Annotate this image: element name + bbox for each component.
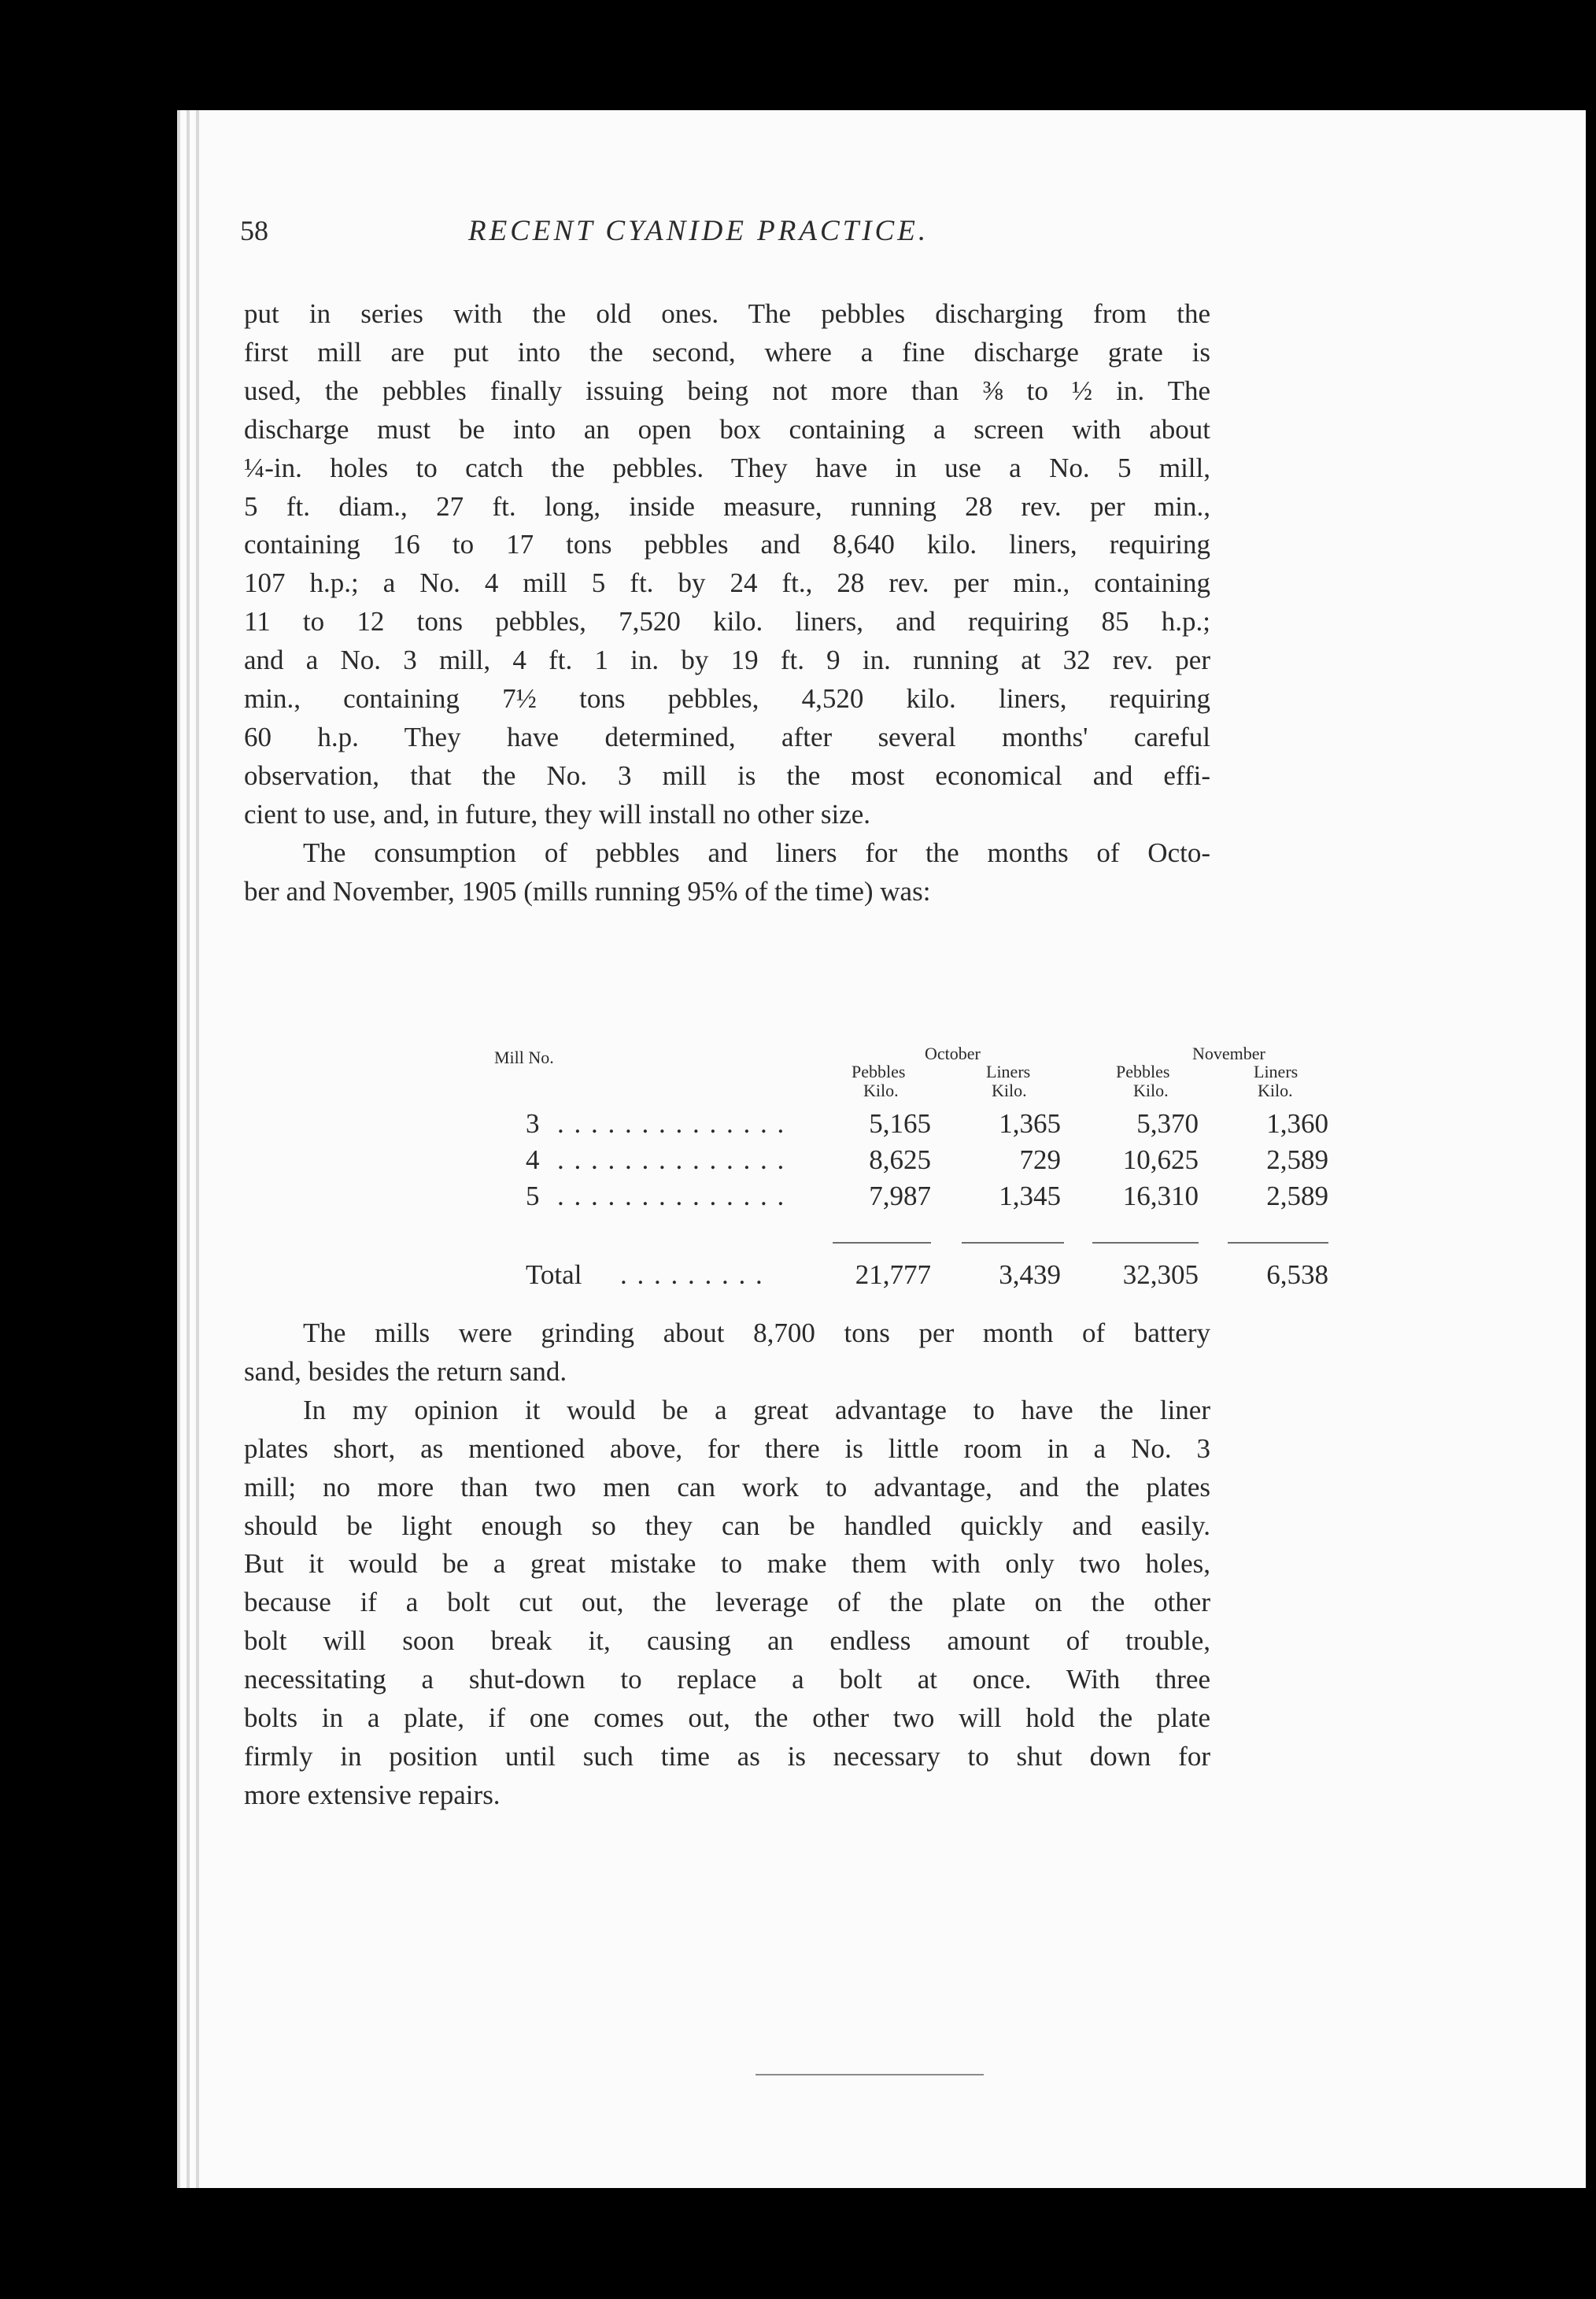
column-unit: Kilo.: [1258, 1081, 1293, 1100]
text-line: 60 h.p. They have determined, after several months' careful: [244, 721, 1210, 752]
total-nov-liners: 6,538: [1266, 1259, 1328, 1290]
column-header-oct-liners: Liners: [986, 1062, 1031, 1081]
month-header-october: October: [925, 1044, 981, 1063]
leader-dots: . . . . . . . . . . . . . .: [557, 1108, 786, 1139]
mill-number: 5: [526, 1181, 540, 1211]
text-line: The mills were grinding about 8,700 tons per month of battery: [303, 1318, 1210, 1348]
oct-liners-value: 729: [1019, 1144, 1061, 1175]
column-header-oct-pebbles: Pebbles: [852, 1062, 906, 1081]
running-title: RECENT CYANIDE PRACTICE.: [468, 215, 929, 247]
column-unit: Kilo.: [992, 1081, 1027, 1100]
text-line: In my opinion it would be a great advantage to have the liner: [303, 1394, 1210, 1425]
text-line: cient to use, and, in future, they will install no other size.: [244, 798, 871, 830]
text-line: min., containing 7½ tons pebbles, 4,520 kilo. liners, requiring: [244, 683, 1210, 715]
mill-number: 4: [526, 1144, 540, 1175]
total-rule: [962, 1242, 1064, 1244]
month-header-november: November: [1192, 1044, 1265, 1063]
oct-pebbles-value: 7,987: [869, 1181, 931, 1211]
text-line: sand, besides the return sand.: [244, 1355, 567, 1387]
oct-liners-value: 1,345: [999, 1181, 1061, 1211]
text-line: plates short, as mentioned above, for there is little room in a No. 3: [244, 1432, 1210, 1464]
nov-liners-value: 2,589: [1266, 1181, 1328, 1211]
text-line: 107 h.p.; a No. 4 mill 5 ft. by 24 ft., 28 rev. per min., containing: [244, 567, 1210, 599]
text-line: should be light enough so they can be handled quickly and easily.: [244, 1510, 1210, 1541]
text-line: mill; no more than two men can work to advantage, and the plates: [244, 1471, 1210, 1502]
total-oct-pebbles: 21,777: [855, 1259, 931, 1290]
text-line: and a No. 3 mill, 4 ft. 1 in. by 19 ft. 9 in. running at 32 rev. per: [244, 645, 1210, 676]
text-line: discharge must be into an open box containing a screen with about: [244, 413, 1210, 445]
text-line: But it would be a great mistake to make them with only two holes,: [244, 1548, 1210, 1580]
oct-liners-value: 1,365: [999, 1108, 1061, 1139]
column-header-nov-pebbles: Pebbles: [1116, 1062, 1170, 1081]
text-line: 5 ft. diam., 27 ft. long, inside measure, running 28 rev. per min.,: [244, 490, 1210, 522]
text-line: 11 to 12 tons pebbles, 7,520 kilo. liners, and requiring 85 h.p.;: [244, 606, 1210, 638]
text-line: observation, that the No. 3 mill is the most economical and effi-: [244, 760, 1210, 791]
text-line: The consumption of pebbles and liners for the months of Octo-: [303, 837, 1210, 868]
total-label: Total: [526, 1259, 582, 1290]
nov-pebbles-value: 10,625: [1122, 1144, 1199, 1175]
column-unit: Kilo.: [1133, 1081, 1169, 1100]
total-nov-pebbles: 32,305: [1122, 1259, 1199, 1290]
mill-number: 3: [526, 1108, 540, 1139]
paragraph-liner-plates: [244, 1314, 1210, 1815]
text-line: ¼-in. holes to catch the pebbles. They have in use a No. 5 mill,: [244, 452, 1210, 483]
leader-dots: . . . . . . . . . . . . . .: [557, 1181, 786, 1211]
text-line: used, the pebbles finally issuing being not more than ⅜ to ½ in. The: [244, 375, 1210, 406]
total-oct-liners: 3,439: [999, 1259, 1061, 1290]
nov-pebbles-value: 16,310: [1122, 1181, 1199, 1211]
paragraph-pebble-mills: [244, 295, 1210, 911]
text-line: first mill are put into the second, where a fine discharge grate is: [244, 336, 1210, 368]
text-line: ber and November, 1905 (mills running 95% of the time) was:: [244, 875, 931, 907]
text-line: put in series with the old ones. The pebbles discharging from the: [244, 298, 1210, 329]
consumption-table: [0, 925, 1596, 1303]
oct-pebbles-value: 5,165: [869, 1108, 931, 1139]
page-header: [0, 214, 1596, 261]
total-rule: [1092, 1242, 1199, 1244]
column-header-nov-liners: Liners: [1254, 1062, 1299, 1081]
nov-liners-value: 1,360: [1266, 1108, 1328, 1139]
page-number: 58: [240, 215, 268, 246]
section-divider-rule: [756, 2074, 984, 2075]
text-line: bolt will soon break it, causing an endless amount of trouble,: [244, 1625, 1210, 1657]
text-line: because if a bolt cut out, the leverage of the plate on the other: [244, 1587, 1210, 1618]
oct-pebbles-value: 8,625: [869, 1144, 931, 1175]
total-rule: [1228, 1242, 1328, 1244]
nov-liners-value: 2,589: [1266, 1144, 1328, 1175]
leader-dots: . . . . . . . . .: [620, 1259, 764, 1290]
column-unit: Kilo.: [863, 1081, 899, 1100]
leader-dots: . . . . . . . . . . . . . .: [557, 1144, 786, 1175]
text-line: necessitating a shut-down to replace a bolt at once. With three: [244, 1664, 1210, 1695]
text-line: more extensive repairs.: [244, 1779, 501, 1810]
text-line: bolts in a plate, if one comes out, the other two will hold the plate: [244, 1702, 1210, 1734]
text-line: containing 16 to 17 tons pebbles and 8,640 kilo. liners, requiring: [244, 529, 1210, 560]
nov-pebbles-value: 5,370: [1136, 1108, 1199, 1139]
mill-number-header: Mill No.: [494, 1048, 554, 1067]
text-line: firmly in position until such time as is necessary to shut down for: [244, 1740, 1210, 1772]
total-rule: [833, 1242, 931, 1244]
